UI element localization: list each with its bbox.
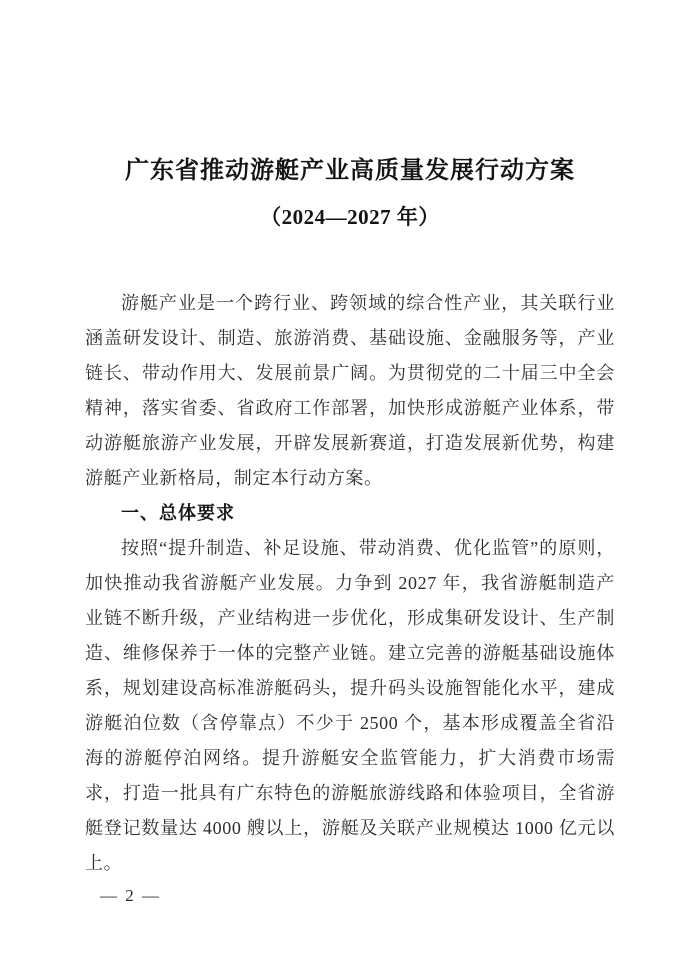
section-body-paragraph: 按照“提升制造、补足设施、带动消费、优化监管”的原则，加快推动我省游艇产业发展。力争到 2027 年，我省游艇制造产业链不断升级，产业结构进一步优化，形成集研发设计、生产制造、维修保养于一体的完整产业链。建立完善的游艇基础设施体系，规划建设高标准游艇码头，提升码头设施智能化水平，建成游艇泊位数（含停靠点）不少于 2500 个，基本形成覆盖全省沿海的游艇停泊网络。提升游艇安全监管能力，扩大消费市场需求，打造一批具有广东特色的游艇旅游线路和体验项目，全省游艇登记数量达 4000 艘以上，游艇及关联产业规模达 1000 亿元以上。: [85, 538, 615, 873]
doc-title: 广东省推动游艇产业高质量发展行动方案: [125, 158, 575, 184]
doc-body: [85, 286, 615, 881]
intro-paragraph: 游艇产业是一个跨行业、跨领域的综合性产业，其关联行业涵盖研发设计、制造、旅游消费、基础设施、金融服务等，产业链长、带动作用大、发展前景广阔。为贯彻党的二十届三中全会精神，落实省委、省政府工作部署，加快形成游艇产业体系，带动游艇旅游产业发展，开辟发展新赛道，打造发展新优势，构建游艇产业新格局，制定本行动方案。: [85, 293, 615, 488]
doc-subtitle: （2024—2027 年）: [260, 205, 440, 229]
section-heading: 一、总体要求: [121, 503, 235, 523]
page-number: — 2 —: [100, 886, 161, 905]
